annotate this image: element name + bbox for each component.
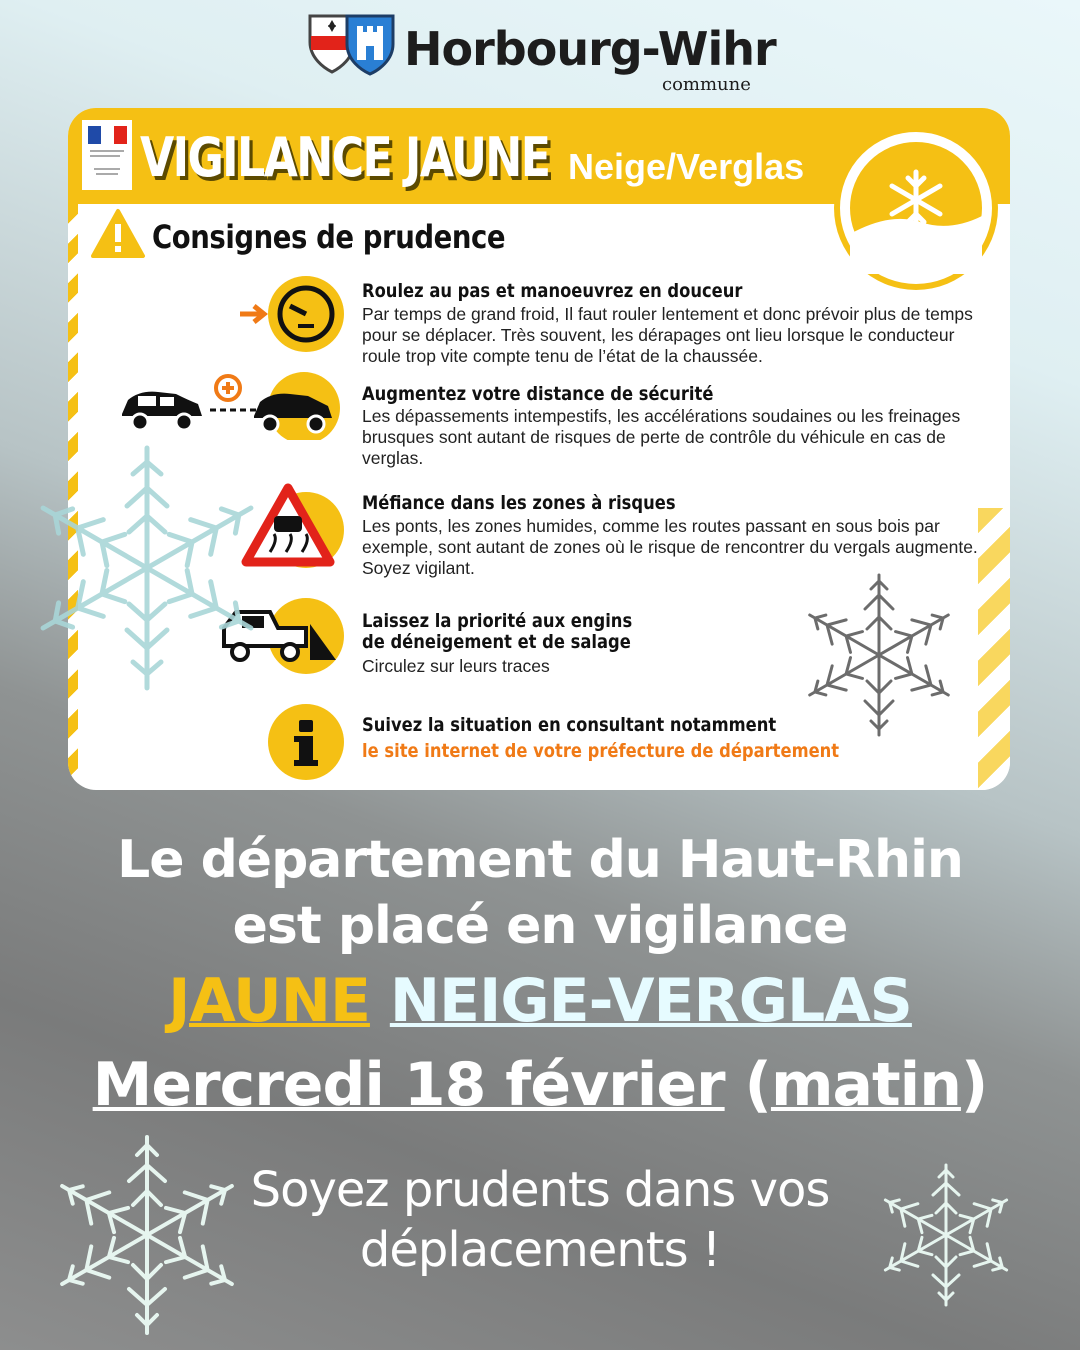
header — [0, 0, 1080, 100]
brand-name: Horbourg-Wihr — [404, 22, 776, 76]
item-text-4: Circulez sur leurs traces — [362, 656, 550, 676]
snow-badge — [840, 132, 992, 284]
snowflake-icon — [802, 570, 956, 740]
item-text-3: Les ponts, les zones humides, comme les routes passant en sous bois par exemple, sont autant de zones où le risque de rencontrer du vergals augmente. Soyez vigilant. — [362, 516, 978, 578]
prefecture-logo — [82, 120, 132, 190]
info-icon — [268, 704, 344, 780]
snowflake-icon — [34, 440, 260, 696]
speedometer-icon — [268, 276, 344, 352]
headline-date — [0, 1050, 1080, 1120]
item-title-4b: de déneigement et de salage — [362, 631, 631, 653]
item-title-5: Suivez la situation en consultant notamment — [362, 714, 777, 736]
headline-line-3 — [0, 966, 1080, 1036]
section-title: Consignes de prudence — [152, 218, 506, 256]
headline-line-2: est placé en vigilance — [232, 896, 848, 956]
headline-line-1: Le département du Haut-Rhin — [117, 830, 963, 890]
item-text-2: Les dépassements intempestifs, les accélérations soudaines ou les freinages brusques sont autant de risques de perte de contrôle du véhicule en cas de verglas. — [362, 406, 961, 468]
snowflake-badge-icon — [850, 142, 982, 274]
item-text-1: Par temps de grand froid, Il faut rouler lentement et donc prévoir plus de temps pour se déplacer. Très souvent, les dérapages ont lieu lorsque le conducteur roule trop vite compte tenu de l’état de la chaussée. — [362, 304, 973, 366]
car-distance-icon — [118, 370, 348, 440]
tagline-line-1: Soyez prudents dans vos — [250, 1162, 830, 1218]
item-title-2: Augmentez votre distance de sécurité — [362, 383, 714, 405]
tagline-line-2: déplacements ! — [359, 1222, 721, 1278]
french-flag-icon — [82, 120, 132, 190]
paren-open: ( — [744, 1050, 771, 1120]
paren-close: ) — [960, 1050, 988, 1120]
banner-subtitle: Neige/Verglas — [568, 146, 805, 187]
level-jaune: JAUNE — [168, 966, 370, 1036]
date-main: Mercredi 18 février — [92, 1050, 725, 1120]
banner-title: VIGILANCE JAUNE — [140, 126, 550, 189]
item-title-4a: Laissez la priorité aux engins — [362, 610, 633, 632]
warning-icon — [90, 208, 146, 260]
wihr-crest-icon — [343, 12, 397, 76]
item-title-1: Roulez au pas et manoeuvrez en douceur — [362, 280, 743, 302]
brand-subtitle: commune — [662, 74, 751, 95]
alert-type: NEIGE-VERGLAS — [389, 966, 912, 1036]
right-hazard-stripes — [978, 508, 1010, 790]
item-title-3: Méfiance dans les zones à risques — [362, 492, 676, 514]
item-link-5: le site internet de votre préfecture de département — [362, 740, 840, 762]
tagline — [0, 1160, 1080, 1280]
date-period: matin — [770, 1050, 961, 1120]
